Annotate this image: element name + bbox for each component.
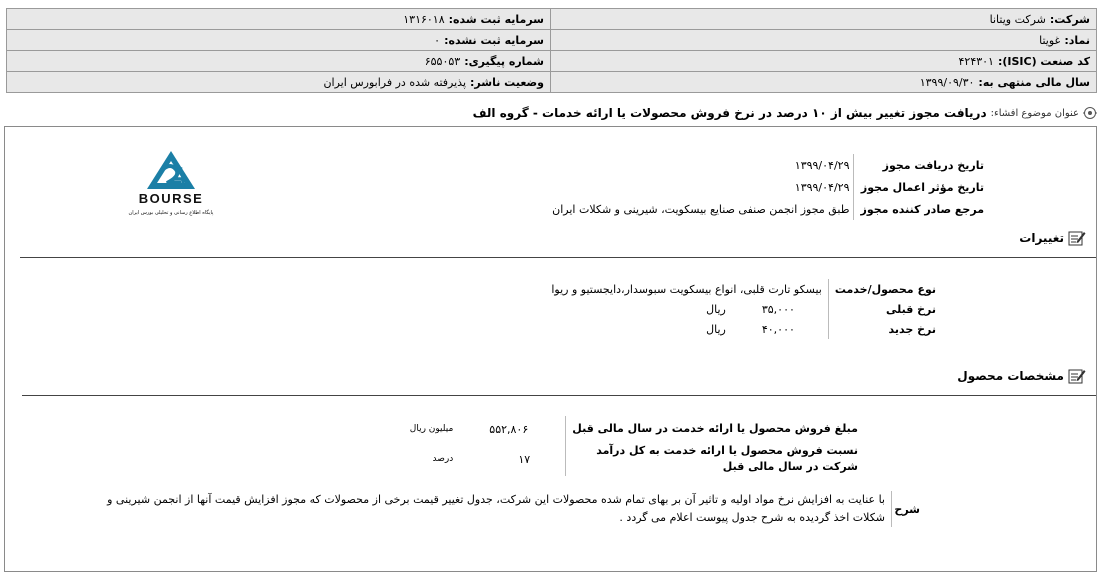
new-rate-row	[545, 319, 936, 339]
unregistered-capital-label: سرمایه ثبت نشده:	[444, 33, 544, 47]
specs-divider	[22, 395, 1096, 396]
description-text: با عنایت به افزایش نرخ مواد اولیه و تاثیر آن بر بهای تمام شده محصولات این شرکت، جدول تغییر قیمت برخی از محصولات که مجوز افزایش قیمت آنها از انجمن شیرینی و شکلات اخذ گردیده به شرح جدول پیوست اعلام می گردد .	[90, 491, 892, 527]
isic-value: ۴۲۴۳۰۱	[958, 54, 994, 68]
ratio-row	[404, 442, 858, 476]
tracking-number-label: شماره پیگیری:	[464, 54, 544, 68]
disclosure-subject	[6, 103, 1097, 123]
new-rate-value: ۴۰,۰۰۰	[756, 319, 829, 339]
edit-note-icon	[1068, 229, 1086, 247]
info-row	[7, 72, 1097, 93]
permit-received-value: ۱۳۹۹/۰۴/۲۹	[552, 154, 854, 176]
ratio-label-line1: نسبت فروش محصول یا ارائه خدمت به کل درآمد	[596, 444, 858, 457]
logo-caption-text: پایگاه اطلاع رسانی و تحلیلی بورس ایران	[128, 210, 214, 216]
company-info-table	[6, 8, 1097, 93]
description-label: شرح	[894, 502, 920, 516]
changes-divider	[20, 257, 1096, 258]
info-row	[7, 51, 1097, 72]
specs-section-header	[957, 367, 1086, 385]
sales-row	[404, 416, 858, 442]
product-label: نوع محصول/خدمت	[834, 282, 936, 296]
permit-issuer-label: مرجع صادر کننده مجوز	[860, 202, 984, 216]
info-row	[7, 30, 1097, 51]
disclosure-content-box	[4, 126, 1097, 572]
tracking-number-value: ۶۵۵۰۵۳	[424, 54, 461, 68]
ratio-label-line2: شرکت در سال مالی قبل	[722, 460, 858, 473]
fiscal-year-value: ۱۳۹۹/۰۹/۳۰	[919, 75, 975, 89]
subject-label: عنوان موضوع افشاء:	[990, 107, 1079, 119]
specs-section-title: مشخصات محصول	[957, 369, 1064, 383]
symbol-value: غویتا	[1039, 33, 1061, 47]
permit-received-label: تاریخ دریافت مجوز	[882, 158, 984, 172]
target-bullet-icon	[1083, 106, 1097, 120]
symbol-label: نماد:	[1064, 33, 1090, 47]
prev-rate-row	[545, 299, 936, 319]
permit-effective-row	[552, 176, 984, 198]
bourse24-logo	[125, 149, 217, 221]
prev-rate-label: نرخ قبلی	[885, 302, 936, 316]
product-value: بیسکو تارت قلبی، انواع بیسکویت سبوسدار،دایجستیو و ریوا	[545, 279, 828, 299]
permit-meta-table	[552, 154, 984, 220]
ratio-unit: درصد	[432, 454, 454, 464]
product-specs-table	[404, 416, 858, 476]
sales-label: مبلغ فروش محصول یا ارائه خدمت در سال مالی قبل	[572, 422, 858, 435]
publisher-status-label: وضعیت ناشر:	[470, 75, 544, 89]
unregistered-capital-value: ۰	[434, 33, 441, 47]
registered-capital-label: سرمایه ثبت شده:	[448, 12, 544, 26]
sales-value: ۵۵۲,۸۰۶	[483, 416, 566, 442]
permit-effective-label: تاریخ مؤثر اعمال مجوز	[860, 180, 984, 194]
product-row	[545, 279, 936, 299]
ratio-label	[566, 442, 858, 476]
fiscal-year-label: سال مالی منتهی به:	[978, 75, 1090, 89]
new-rate-label: نرخ جدید	[888, 322, 936, 336]
subject-title: دریافت مجوز تغییر بیش از ۱۰ درصد در نرخ فروش محصولات یا ارائه خدمات - گروه الف	[472, 106, 987, 120]
isic-label: کد صنعت (ISIC):	[997, 54, 1090, 68]
permit-issuer-row	[552, 198, 984, 220]
logo-brand-text: BOURSE	[138, 191, 204, 206]
prev-rate-unit: ریال	[706, 302, 726, 316]
edit-note-icon	[1068, 367, 1086, 385]
company-label: شرکت:	[1049, 12, 1090, 26]
prev-rate-value: ۳۵,۰۰۰	[756, 299, 829, 319]
description-block	[90, 491, 920, 527]
changes-section-title: تغییرات	[1019, 231, 1064, 245]
permit-issuer-value: طبق مجوز انجمن صنفی صنایع بیسکویت، شیرینی و شکلات ایران	[552, 198, 854, 220]
ratio-value: ۱۷	[483, 442, 566, 476]
permit-received-row	[552, 154, 984, 176]
sales-unit: میلیون ریال	[409, 424, 454, 434]
permit-effective-value: ۱۳۹۹/۰۴/۲۹	[552, 176, 854, 198]
company-value: شرکت ویتانا	[989, 12, 1046, 26]
new-rate-unit: ریال	[706, 322, 726, 336]
changes-section-header	[1019, 229, 1086, 247]
rate-changes-table	[545, 279, 936, 339]
registered-capital-value: ۱۳۱۶۰۱۸	[403, 12, 445, 26]
info-row	[7, 9, 1097, 30]
publisher-status-value: پذیرفته شده در فرابورس ایران	[323, 75, 467, 89]
